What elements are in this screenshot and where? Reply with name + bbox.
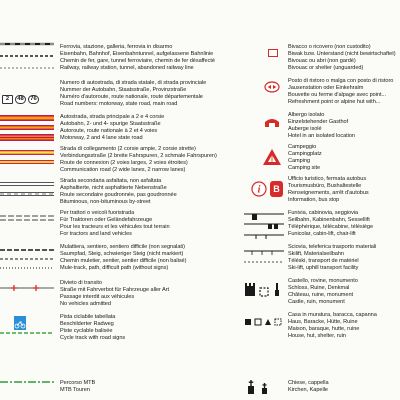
bivouac-legend-text [288, 44, 396, 72]
legend-line: Sciovia, teleferica trasporto materiali [288, 244, 377, 250]
legend-line: Bivacco o ricovero (non custodito) [288, 44, 371, 50]
connecting-road-legend-text [60, 146, 217, 174]
church-icon [244, 378, 284, 398]
tractor-road-symbol [0, 212, 58, 228]
legend-line: No vehicles admitted [60, 301, 111, 308]
legend-line: Asphaltierte, nicht asphaltierte Nebenstraße [60, 185, 167, 192]
legend-line: Autostrada, strada principale a 2 e 4 corsie [60, 114, 165, 120]
churches-legend-text [288, 380, 329, 394]
legend-line: Numéro d'autoroute, route nationale, route départementale [60, 94, 203, 101]
connecting-road-symbol [0, 148, 58, 170]
mule-track-symbol [0, 246, 58, 276]
legend-line: Campingplatz [288, 151, 322, 158]
legend-line: Pista ciclabile tabellata [60, 314, 116, 320]
legend-line: Hotel in an isolated location [288, 133, 355, 140]
legend-line: Eisenbahn, Bahnhof, Eisenbahntunnel, aufgelassene Bahnlinie [60, 51, 214, 58]
legend-line: Straße mit Fahrverbot für Fahrzeuge aller Art [60, 287, 170, 294]
legend-line: Mule-track, path, difficult path (without signs) [60, 265, 169, 272]
legend-line: Schloss, Ruine, Denkmal [288, 285, 350, 292]
legend-line: Castello, rovine, monumento [288, 278, 358, 284]
no-transit-symbol [0, 282, 58, 294]
legend-line: Route secondaire goudronnée, pas goudronnée [60, 192, 177, 199]
legend-line: Maison, baraque, hutte, ruine [288, 326, 360, 333]
legend-line: Camping site [288, 165, 321, 172]
legend-line: Auberge isolé [288, 126, 322, 133]
legend-line: For tractors and land vehicles [60, 231, 132, 238]
legend-line: Téléphérique, télécabine, télésiège [288, 224, 374, 231]
legend-line: Percorso MTB [60, 380, 96, 386]
legend-line: House, hut, shelter, ruin [288, 333, 346, 340]
tourist-office-legend-text [288, 176, 369, 204]
legend-line: Autobahn, 2- und 4- spurige Staatsstraße [60, 121, 161, 128]
legend-line: Château, ruine, monument [288, 292, 354, 299]
legend-line: Mulattiera, sentiero, sentiero difficile (non segnalati) [60, 244, 185, 250]
legend-line: Chemin muletier, sentier, sentier difficile (non balisé) [60, 258, 187, 265]
buildings-icon [244, 316, 284, 330]
motorway-number-badge: 2 [2, 95, 13, 104]
legend-line: Biwak bzw. Unterstand (nicht bewirtschaftet) [288, 51, 396, 58]
legend-line: MTB Touren [60, 387, 90, 394]
mtb-legend-text [60, 380, 95, 394]
railway-legend-text [60, 44, 215, 72]
legend-line: Nummer der Autobahn, Staatsstraße, Provinzstraße [60, 87, 187, 94]
legend-line: Camping [288, 158, 311, 165]
legend-line: Jausenstation oder Einkehralm [288, 85, 364, 92]
legend-line: Motorway, 2 and 4 lane state road [60, 135, 143, 142]
cycle-track-legend-text [60, 314, 125, 342]
bus-stop-icon [270, 181, 283, 197]
legend-line: Bouvette ou ferme d'alpage avec point... [288, 92, 386, 99]
legend-line: Per trattori o veicoli fuoristrada [60, 210, 135, 216]
legend-line: Verbindungsstraße (2 breite Fahrspuren, 2 schmale Fahrspuren) [60, 153, 217, 160]
legend-line: Strada di collegamento (2 corsie ampie, 2 corsie strette) [60, 146, 196, 152]
legend-line: Funivia, cabinovia, seggiovia [288, 210, 359, 216]
legend-line: Kirchen, Kapelle [288, 387, 328, 394]
legend-line: Einzelstehender Gasthof [288, 119, 349, 126]
road-number-badges [2, 87, 41, 105]
legend-line: Saumpfad, Steig, schwieriger Steig (nicht markiert) [60, 251, 184, 258]
legend-line: Numero di autostrada, di strada statale, di strada provinciale [60, 80, 207, 86]
cableway-icon [244, 210, 284, 240]
motorway-legend-text [60, 114, 164, 142]
secondary-road-symbol [0, 180, 58, 202]
legend-line: Castle, ruin, monument [288, 299, 345, 306]
legend-line: Téléski, transport de matériel [288, 258, 359, 265]
castle-legend-text [288, 278, 358, 306]
refreshment-point-icon [263, 80, 281, 94]
legend-line: Tourismusbüro, Bushaltestelle [288, 183, 362, 190]
legend-line: Casa in muratura, baracca, capanna [288, 312, 377, 318]
legend-line: Bivouac or shelter (unguarded) [288, 65, 364, 72]
ski-lift-legend-text [288, 244, 376, 272]
ski-lift-icon [244, 246, 284, 268]
inn-legend-text [288, 112, 355, 140]
legend-line: Strada secondaria asfaltata, non asfaltata [60, 178, 162, 184]
secondary-road-legend-text [60, 178, 177, 206]
mtb-symbol [0, 376, 58, 388]
refreshment-legend-text [288, 78, 393, 106]
legend-line: Chemin de fer, gare, tunnel ferroviaire, chemin de fer désaffecté [60, 58, 215, 65]
legend-line: Refreshment point or alpine hut with... [288, 99, 381, 106]
inn-icon [263, 116, 281, 128]
legend-line: Für Traktoren oder Geländefahrzeuge [60, 217, 153, 224]
svg-text:i: i [257, 184, 261, 196]
bus-stop-letter: B [273, 184, 280, 194]
legend-line: Divieto di transito [60, 280, 102, 286]
railway-symbol [0, 38, 58, 78]
legend-line: Campeggio [288, 144, 317, 150]
state-road-number-badge: 48 [15, 95, 26, 104]
legend-line: Pour les tracteurs et les véhicules tout terrain [60, 224, 170, 231]
campsite-icon [262, 148, 282, 166]
campsite-legend-text [288, 144, 322, 172]
buildings-legend-text [288, 312, 377, 340]
legend-line: Beschilderter Radweg [60, 321, 114, 328]
legend-line: Information, bus stop [288, 197, 340, 204]
mule-track-legend-text [60, 244, 186, 272]
legend-line: Posto di ristoro o malga con posto di ristoro [288, 78, 394, 84]
legend-line: Cycle track with road signs [60, 335, 126, 342]
legend-line: Albergo isolato [288, 112, 325, 118]
legend-line: Route de connexion (2 voies larges, 2 voies étroites) [60, 160, 188, 167]
castle-icon [244, 280, 284, 300]
legend-line: Skilift, Materialseilbahn [288, 251, 344, 258]
motorway-symbol [0, 114, 58, 146]
legend-line: Communication road (2 wide lanes, 2 narrow lanes) [60, 167, 186, 174]
legend-line: Haus, Baracke, Hütte, Ruine [288, 319, 358, 326]
legend-line: Seilbahn, Kabinenbahn, Sessellift [288, 217, 370, 224]
tractor-road-legend-text [60, 210, 170, 238]
legend-line: Bivouac ou abri (non gardé) [288, 58, 356, 65]
bivouac-icon [268, 44, 278, 62]
cableway-legend-text [288, 210, 373, 238]
legend-line: Bituminous, non-bituminous by-street [60, 199, 151, 206]
legend-line: Piste cyclable balisée [60, 328, 113, 335]
legend-line: Railway, railway station, tunnel, abandoned railway line [60, 65, 194, 72]
legend-line: Road numbers: motorway, state road, main road [60, 101, 178, 108]
tourist-office-icon [251, 181, 267, 197]
legend-line: Ufficio turistico, fermata autobus [288, 176, 367, 182]
no-transit-legend-text [60, 280, 169, 308]
road-numbers-legend-text [60, 80, 206, 108]
legend-line: Ski-lift, uphill transport facility [288, 265, 359, 272]
legend-line: Autoroute, route nationale à 2 et 4 voies [60, 128, 158, 135]
legend-line: Ferrovia, stazione, galleria, ferrovia in disarmo [60, 44, 173, 50]
legend-line: Funicolar, cabin-lift, chair-lift [288, 231, 356, 238]
cycle-track-symbol [0, 316, 58, 336]
legend-line: Renseignements, arrêt d'autobus [288, 190, 369, 197]
legend-line: Passage interdit aux véhicules [60, 294, 135, 301]
legend-line: Chiese, cappella [288, 380, 329, 386]
province-road-number-badge: 76 [28, 95, 39, 104]
